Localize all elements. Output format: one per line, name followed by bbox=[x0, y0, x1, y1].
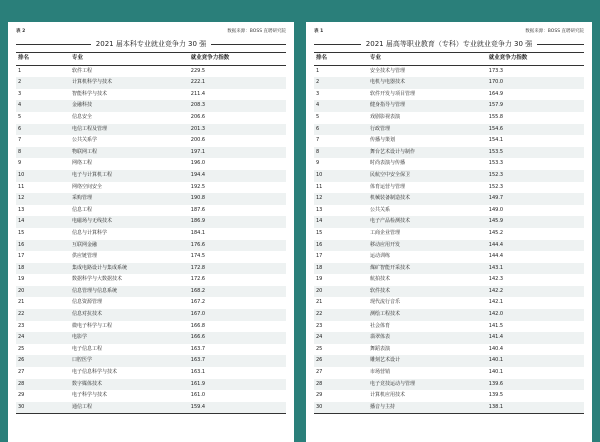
table-row bbox=[314, 251, 584, 263]
page-meta bbox=[314, 28, 584, 35]
cell-major: 工商企业管理 bbox=[370, 229, 401, 236]
cell-rank: 21 bbox=[18, 299, 25, 306]
cell-rank: 23 bbox=[18, 322, 25, 329]
cell-index: 163.7 bbox=[189, 355, 286, 367]
cell-rank: 2 bbox=[16, 77, 70, 89]
table-number: 表 1 bbox=[314, 29, 324, 34]
cell-index: 149.7 bbox=[487, 193, 584, 205]
table-row bbox=[16, 251, 286, 263]
cell-major: 电影学 bbox=[70, 332, 189, 344]
table-body bbox=[314, 65, 584, 414]
cell-major: 舞台艺术设计与制作 bbox=[368, 147, 487, 159]
table-row bbox=[314, 182, 584, 194]
cell-index: 139.6 bbox=[487, 379, 584, 391]
cell-major: 雕刻艺术设计 bbox=[368, 355, 487, 367]
cell-major: 数据科学与大数据技术 bbox=[72, 276, 123, 283]
table-row bbox=[314, 228, 584, 240]
table-row bbox=[16, 321, 286, 333]
table-row bbox=[314, 321, 584, 333]
table-row bbox=[16, 193, 286, 205]
header-major: 专业 bbox=[70, 53, 189, 66]
cell-major: 戏剧影视表演 bbox=[370, 113, 401, 120]
cell-rank: 29 bbox=[18, 392, 25, 399]
cell-major: 软件工程 bbox=[72, 67, 93, 74]
cell-index: 161.0 bbox=[190, 392, 206, 399]
cell-index: 153.3 bbox=[488, 160, 504, 167]
table-row bbox=[314, 100, 584, 112]
cell-rank: 26 bbox=[314, 355, 368, 367]
cell-rank: 17 bbox=[18, 253, 25, 260]
table-row bbox=[314, 240, 584, 252]
table-row bbox=[16, 170, 286, 182]
cell-index: 142.2 bbox=[487, 286, 584, 298]
table-row bbox=[314, 263, 584, 275]
cell-index: 155.8 bbox=[488, 113, 504, 120]
cell-index: 141.4 bbox=[487, 332, 584, 344]
cell-rank: 20 bbox=[314, 286, 368, 298]
cell-major: 数字媒体技术 bbox=[70, 379, 189, 391]
cell-rank: 9 bbox=[18, 160, 22, 167]
header-index: 就业竞争力指数 bbox=[487, 53, 584, 66]
table-row bbox=[314, 216, 584, 228]
table-row bbox=[314, 355, 584, 367]
title-row bbox=[314, 38, 584, 50]
table-row bbox=[314, 297, 584, 309]
table-number: 表 2 bbox=[16, 29, 26, 34]
cell-index: 168.2 bbox=[189, 286, 286, 298]
table-row bbox=[16, 332, 286, 344]
table-row bbox=[16, 263, 286, 275]
cell-index: 167.2 bbox=[190, 299, 206, 306]
cell-rank: 10 bbox=[16, 170, 70, 182]
cell-rank: 6 bbox=[16, 124, 70, 136]
cell-rank: 25 bbox=[316, 345, 323, 352]
table-row bbox=[314, 344, 584, 356]
cell-index: 222.1 bbox=[189, 77, 286, 89]
cell-major: 公共关系 bbox=[370, 206, 391, 213]
table-row bbox=[16, 135, 286, 147]
cell-rank: 23 bbox=[316, 322, 323, 329]
table-title: 2021 届高等职业教育（专科）专业就业竞争力 30 强 bbox=[365, 40, 533, 48]
page-left bbox=[8, 22, 294, 442]
cell-rank: 29 bbox=[316, 392, 323, 399]
cell-major: 信息工程 bbox=[72, 206, 93, 213]
header-major: 专业 bbox=[368, 53, 487, 66]
data-source: 数据来源：BOSS 直聘研究院 bbox=[227, 29, 286, 34]
title-rule-right bbox=[211, 44, 286, 45]
cell-major: 时尚表演与传播 bbox=[370, 160, 406, 167]
cell-major: 网络空间安全 bbox=[72, 183, 103, 190]
cell-index: 152.3 bbox=[488, 183, 504, 190]
cell-major: 安全技术与管理 bbox=[370, 67, 406, 74]
table-row bbox=[16, 158, 286, 170]
table-row bbox=[16, 112, 286, 124]
cell-major: 电信工程及管理 bbox=[70, 124, 189, 136]
cell-major: 电子信息工程 bbox=[72, 345, 103, 352]
cell-major: 传播与策划 bbox=[370, 137, 396, 144]
cell-index: 144.4 bbox=[487, 240, 584, 252]
cell-rank: 6 bbox=[314, 124, 368, 136]
cell-rank: 11 bbox=[316, 183, 323, 190]
table-row bbox=[16, 77, 286, 89]
table-row bbox=[16, 274, 286, 286]
table-row bbox=[314, 170, 584, 182]
cell-rank: 16 bbox=[16, 240, 70, 252]
table-row bbox=[314, 135, 584, 147]
cell-index: 143.1 bbox=[487, 263, 584, 275]
cell-index: 163.7 bbox=[190, 345, 206, 352]
cell-index: 200.6 bbox=[190, 137, 206, 144]
table-row bbox=[16, 228, 286, 240]
cell-major: 计算机科学与技术 bbox=[70, 77, 189, 89]
cell-major: 智能科学与技术 bbox=[72, 90, 108, 97]
cell-rank: 19 bbox=[18, 276, 25, 283]
cell-major: 电子竞技运动与管理 bbox=[368, 379, 487, 391]
table-row bbox=[16, 379, 286, 391]
cell-index: 154.1 bbox=[488, 137, 504, 144]
cell-major: 微电子科学与工程 bbox=[72, 322, 113, 329]
cell-major: 网络工程 bbox=[72, 160, 93, 167]
cell-index: 152.3 bbox=[487, 170, 584, 182]
cell-major: 电机与电器技术 bbox=[368, 77, 487, 89]
cell-major: 电子与计算机工程 bbox=[70, 170, 189, 182]
table-row bbox=[314, 379, 584, 391]
table-row bbox=[16, 402, 286, 414]
cell-index: 167.0 bbox=[189, 309, 286, 321]
cell-major: 信息对抗技术 bbox=[70, 309, 189, 321]
cell-rank: 3 bbox=[18, 90, 22, 97]
cell-major: 测绘工程技术 bbox=[368, 309, 487, 321]
cell-major: 采购管理 bbox=[70, 193, 189, 205]
cell-rank: 12 bbox=[16, 193, 70, 205]
table-row bbox=[314, 158, 584, 170]
cell-index: 142.3 bbox=[488, 276, 504, 283]
cell-index: 211.4 bbox=[190, 90, 206, 97]
cell-rank: 3 bbox=[316, 90, 320, 97]
cell-major: 机械装备制造技术 bbox=[368, 193, 487, 205]
page-right bbox=[306, 22, 592, 442]
cell-rank: 18 bbox=[314, 263, 368, 275]
header-index: 就业竞争力指数 bbox=[189, 53, 286, 66]
cell-index: 229.5 bbox=[190, 67, 206, 74]
cell-index: 161.9 bbox=[189, 379, 286, 391]
cell-rank: 16 bbox=[314, 240, 368, 252]
cell-rank: 7 bbox=[316, 137, 320, 144]
cell-index: 141.5 bbox=[488, 322, 504, 329]
cell-rank: 14 bbox=[16, 216, 70, 228]
cell-index: 187.6 bbox=[190, 206, 206, 213]
cell-index: 144.4 bbox=[488, 253, 504, 260]
table-row bbox=[314, 193, 584, 205]
table-row bbox=[314, 89, 584, 101]
cell-index: 159.4 bbox=[189, 402, 286, 414]
cell-rank: 1 bbox=[316, 67, 320, 74]
cell-rank: 26 bbox=[16, 355, 70, 367]
cell-major: 市场营销 bbox=[370, 369, 391, 376]
cell-major: 移动应用开发 bbox=[368, 240, 487, 252]
table-row bbox=[16, 355, 286, 367]
cell-rank: 5 bbox=[18, 113, 22, 120]
header-rank: 排名 bbox=[314, 53, 368, 66]
cell-index: 176.6 bbox=[189, 240, 286, 252]
cell-rank: 8 bbox=[16, 147, 70, 159]
cell-rank: 28 bbox=[16, 379, 70, 391]
cell-rank: 20 bbox=[16, 286, 70, 298]
cell-rank: 24 bbox=[16, 332, 70, 344]
cell-index: 190.8 bbox=[189, 193, 286, 205]
cell-index: 139.5 bbox=[488, 392, 504, 399]
cell-major: 民航空中安全保卫 bbox=[368, 170, 487, 182]
table-row bbox=[314, 124, 584, 136]
table-header-row bbox=[16, 53, 286, 66]
cell-major: 电子产品检测技术 bbox=[368, 216, 487, 228]
cell-index: 173.3 bbox=[488, 67, 504, 74]
table-row bbox=[16, 147, 286, 159]
cell-index: 142.0 bbox=[487, 309, 584, 321]
title-rule-left bbox=[16, 44, 91, 45]
cell-major: 体育运营与管理 bbox=[370, 183, 406, 190]
cell-index: 194.4 bbox=[189, 170, 286, 182]
cell-rank: 28 bbox=[314, 379, 368, 391]
cell-major: 信息安全 bbox=[72, 113, 93, 120]
cell-index: 153.5 bbox=[487, 147, 584, 159]
cell-rank: 22 bbox=[314, 309, 368, 321]
table-row bbox=[314, 332, 584, 344]
cell-major: 计算机应用技术 bbox=[370, 392, 406, 399]
cell-major: 翡翠体表 bbox=[368, 332, 487, 344]
cell-index: 172.8 bbox=[189, 263, 286, 275]
cell-index: 140.1 bbox=[488, 369, 504, 376]
table-row bbox=[16, 65, 286, 77]
cell-major: 现代流行音乐 bbox=[370, 299, 401, 306]
cell-index: 145.2 bbox=[488, 229, 504, 236]
cell-major: 信息与计算科学 bbox=[72, 229, 108, 236]
cell-rank: 22 bbox=[16, 309, 70, 321]
cell-index: 140.1 bbox=[487, 355, 584, 367]
cell-index: 166.6 bbox=[189, 332, 286, 344]
table-row bbox=[16, 240, 286, 252]
cell-index: 172.6 bbox=[190, 276, 206, 283]
data-source: 数据来源：BOSS 直聘研究院 bbox=[525, 29, 584, 34]
cell-rank: 14 bbox=[314, 216, 368, 228]
cell-rank: 12 bbox=[314, 193, 368, 205]
cell-rank: 9 bbox=[316, 160, 320, 167]
table-row bbox=[16, 286, 286, 298]
table-row bbox=[16, 205, 286, 217]
cell-major: 舞蹈表演 bbox=[370, 345, 391, 352]
cell-index: 142.1 bbox=[488, 299, 504, 306]
cell-rank: 21 bbox=[316, 299, 323, 306]
table-row bbox=[314, 367, 584, 379]
cell-major: 电磁场与无线技术 bbox=[70, 216, 189, 228]
cell-index: 197.1 bbox=[189, 147, 286, 159]
table-title: 2021 届本科专业就业竞争力 30 强 bbox=[95, 40, 207, 48]
cell-major: 播音与主持 bbox=[368, 402, 487, 414]
table-row bbox=[16, 344, 286, 356]
cell-rank: 19 bbox=[316, 276, 323, 283]
cell-index: 145.9 bbox=[487, 216, 584, 228]
cell-index: 208.3 bbox=[189, 100, 286, 112]
cell-major: 电子信息科学与技术 bbox=[72, 369, 118, 376]
cell-major: 电子科学与技术 bbox=[72, 392, 108, 399]
cell-index: 149.0 bbox=[488, 206, 504, 213]
cell-major: 信息资源管理 bbox=[72, 299, 103, 306]
header-rank: 排名 bbox=[16, 53, 70, 66]
cell-index: 140.4 bbox=[488, 345, 504, 352]
cell-rank: 8 bbox=[314, 147, 368, 159]
table-row bbox=[314, 309, 584, 321]
table-row bbox=[16, 367, 286, 379]
table-row bbox=[314, 77, 584, 89]
cell-major: 运动训练 bbox=[370, 253, 391, 260]
cell-rank: 30 bbox=[16, 402, 70, 414]
cell-major: 行政管理 bbox=[368, 124, 487, 136]
table-header-row bbox=[314, 53, 584, 66]
cell-rank: 17 bbox=[316, 253, 323, 260]
cell-index: 138.1 bbox=[487, 402, 584, 414]
cell-major: 软件技术 bbox=[368, 286, 487, 298]
cell-major: 集成电路设计与集成系统 bbox=[70, 263, 189, 275]
cell-major: 互联网金融 bbox=[70, 240, 189, 252]
cell-index: 192.5 bbox=[190, 183, 206, 190]
title-rule-left bbox=[314, 44, 361, 45]
cell-rank: 27 bbox=[18, 369, 25, 376]
table-row bbox=[314, 205, 584, 217]
cell-rank: 2 bbox=[314, 77, 368, 89]
cell-index: 196.0 bbox=[190, 160, 206, 167]
table-row bbox=[16, 182, 286, 194]
cell-index: 184.1 bbox=[190, 229, 206, 236]
table-row bbox=[314, 274, 584, 286]
cell-major: 健身指导与管理 bbox=[368, 100, 487, 112]
table-row bbox=[314, 65, 584, 77]
cell-rank: 1 bbox=[18, 67, 22, 74]
cell-rank: 5 bbox=[316, 113, 320, 120]
title-row bbox=[16, 38, 286, 50]
cell-major: 软件开发与项目管理 bbox=[370, 90, 416, 97]
cell-rank: 4 bbox=[314, 100, 368, 112]
cell-rank: 13 bbox=[18, 206, 25, 213]
cell-major: 口腔医学 bbox=[70, 355, 189, 367]
table-row bbox=[16, 390, 286, 402]
ranking-table bbox=[16, 52, 286, 414]
table-row bbox=[314, 390, 584, 402]
cell-rank: 7 bbox=[18, 137, 22, 144]
cell-rank: 15 bbox=[316, 229, 323, 236]
cell-major: 信息管理与信息系统 bbox=[70, 286, 189, 298]
table-row bbox=[314, 286, 584, 298]
cell-index: 157.9 bbox=[487, 100, 584, 112]
table-body bbox=[16, 65, 286, 414]
cell-major: 金融科技 bbox=[70, 100, 189, 112]
table-row bbox=[16, 309, 286, 321]
page-meta bbox=[16, 28, 286, 35]
cell-major: 煤矿智能开采技术 bbox=[368, 263, 487, 275]
ranking-table bbox=[314, 52, 584, 414]
cell-index: 201.3 bbox=[189, 124, 286, 136]
cell-rank: 25 bbox=[18, 345, 25, 352]
cell-rank: 24 bbox=[314, 332, 368, 344]
cell-index: 206.6 bbox=[190, 113, 206, 120]
cell-index: 186.9 bbox=[189, 216, 286, 228]
cell-major: 公共关系学 bbox=[72, 137, 98, 144]
table-row bbox=[16, 100, 286, 112]
cell-rank: 4 bbox=[16, 100, 70, 112]
cell-rank: 15 bbox=[18, 229, 25, 236]
cell-rank: 18 bbox=[16, 263, 70, 275]
table-row bbox=[16, 297, 286, 309]
table-row bbox=[314, 402, 584, 414]
table-row bbox=[16, 124, 286, 136]
table-row bbox=[314, 147, 584, 159]
table-row bbox=[16, 89, 286, 101]
cell-rank: 30 bbox=[314, 402, 368, 414]
table-row bbox=[314, 112, 584, 124]
cell-major: 物联网工程 bbox=[70, 147, 189, 159]
cell-index: 163.1 bbox=[190, 369, 206, 376]
cell-rank: 13 bbox=[316, 206, 323, 213]
cell-major: 供应链管理 bbox=[72, 253, 98, 260]
cell-major: 社会体育 bbox=[370, 322, 391, 329]
cell-index: 170.0 bbox=[487, 77, 584, 89]
cell-index: 174.5 bbox=[190, 253, 206, 260]
cell-rank: 10 bbox=[314, 170, 368, 182]
cell-rank: 11 bbox=[18, 183, 25, 190]
table-row bbox=[16, 216, 286, 228]
cell-major: 通信工程 bbox=[70, 402, 189, 414]
cell-index: 154.6 bbox=[487, 124, 584, 136]
cell-index: 164.9 bbox=[488, 90, 504, 97]
title-rule-right bbox=[537, 44, 584, 45]
cell-index: 166.8 bbox=[190, 322, 206, 329]
cell-rank: 27 bbox=[316, 369, 323, 376]
cell-major: 航拍技术 bbox=[370, 276, 391, 283]
